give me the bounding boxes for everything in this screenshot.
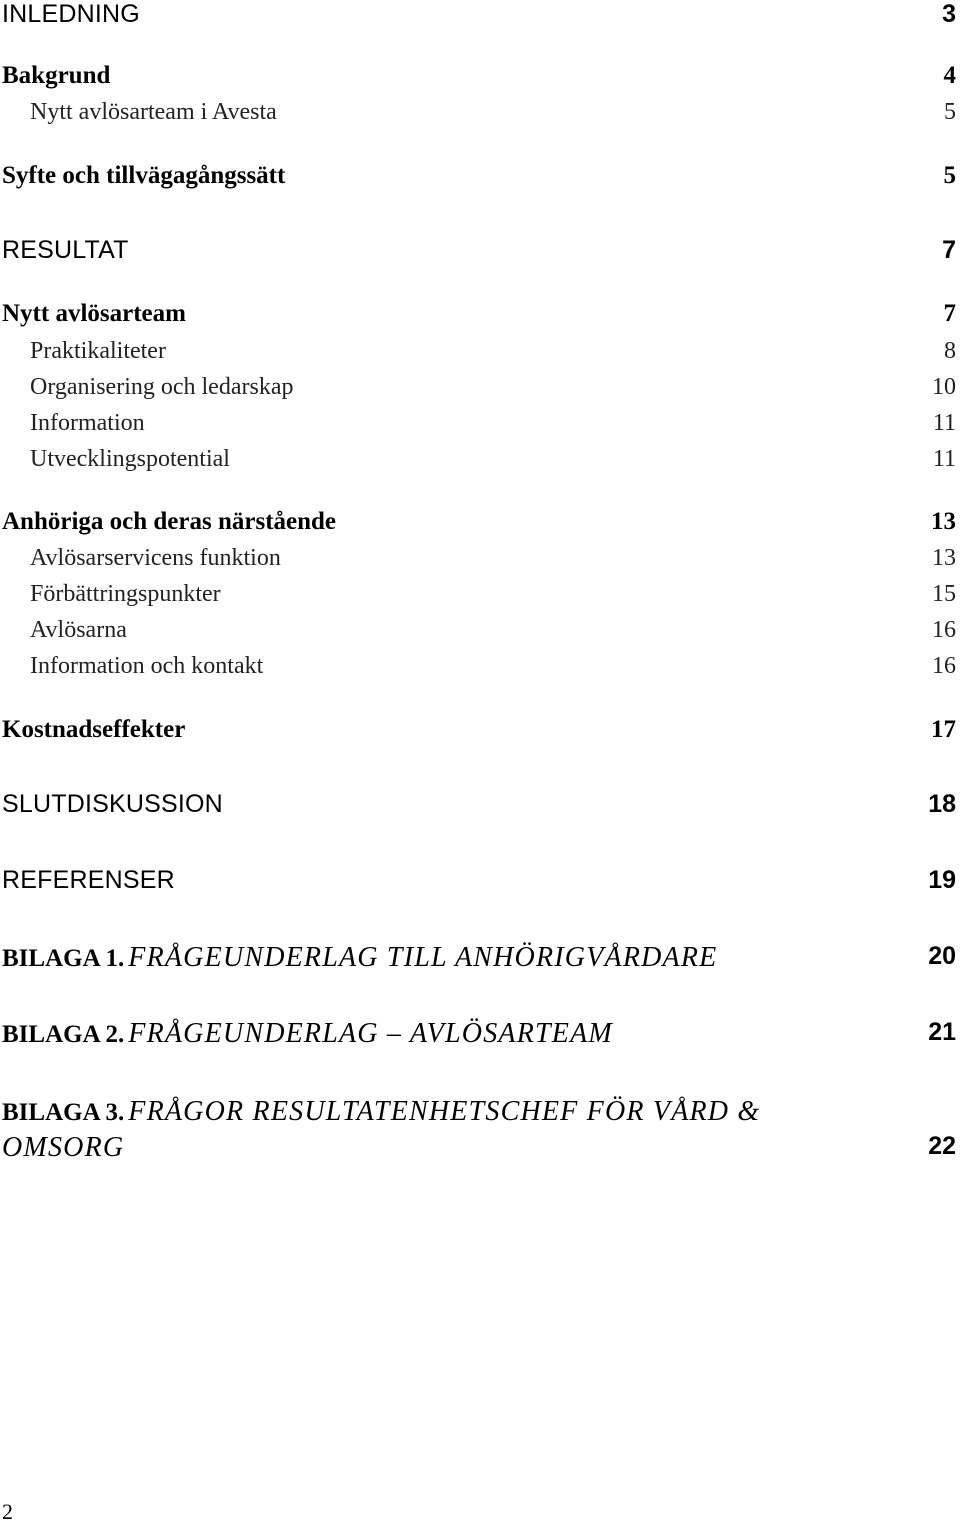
toc-entry-page: 13: [931, 508, 956, 535]
toc-entry-label: REFERENSER: [2, 866, 175, 894]
toc-entry-inledning[interactable]: [2, 0, 958, 38]
toc-entry-page: 13: [932, 545, 956, 571]
toc-entry-bilaga-2[interactable]: [2, 1018, 958, 1056]
appendix-prefix: BILAGA 1.: [2, 945, 125, 972]
page-number: 2: [2, 1499, 13, 1524]
toc-entry-label: Utvecklingspotential: [30, 446, 230, 472]
toc-entry-utvecklingspotential[interactable]: [2, 446, 958, 484]
toc-entry-label: Praktikaliteter: [30, 338, 166, 364]
toc-entry-page: 7: [942, 236, 956, 264]
toc-entry-avlosarna[interactable]: [2, 617, 958, 655]
toc-entry-label: Avlösarservicens funktion: [30, 545, 281, 571]
toc-entry-page: 16: [932, 617, 956, 643]
toc-entry-label: Bakgrund: [2, 62, 111, 89]
toc-entry-label: SLUTDISKUSSION: [2, 790, 223, 818]
toc-entry-page: 16: [932, 653, 956, 679]
toc-entry-label: Förbättringspunkter: [30, 581, 221, 607]
appendix-title-line2: OMSORG: [2, 1132, 125, 1163]
toc-entry-label: [2, 1096, 760, 1128]
toc-entry-label: Organisering och ledarskap: [30, 374, 294, 400]
toc-entry-label: Kostnadseffekter: [2, 716, 186, 743]
toc-entry-label: Nytt avlösarteam i Avesta: [30, 99, 277, 125]
toc-entry-page: 11: [932, 446, 956, 472]
toc-entry-page: 18: [928, 790, 956, 818]
toc-entry-page: 21: [928, 1018, 956, 1046]
toc-entry-information-och-kontakt[interactable]: [2, 653, 958, 691]
toc-entry-label: [2, 1018, 613, 1050]
toc-entry-page: 19: [928, 866, 956, 894]
toc-entry-bilaga-1[interactable]: [2, 942, 958, 980]
toc-entry-syfte[interactable]: [2, 162, 958, 200]
toc-entry-praktikaliteter[interactable]: [2, 338, 958, 376]
toc-entry-label: INLEDNING: [2, 0, 140, 28]
toc-entry-page: 15: [932, 581, 956, 607]
toc-entry-page: 10: [932, 374, 956, 400]
toc-entry-slutdiskussion[interactable]: [2, 790, 958, 828]
toc-entry-information[interactable]: [2, 410, 958, 448]
toc-entry-label: Information: [30, 410, 145, 436]
toc-entry-page: 7: [943, 300, 956, 327]
appendix-title: FRÅGOR RESULTATENHETSCHEF FÖR VÅRD &: [128, 1096, 761, 1127]
toc-entry-page: 17: [931, 716, 956, 743]
toc-entry-page: 4: [943, 62, 956, 89]
toc-entry-label: Nytt avlösarteam: [2, 300, 186, 327]
toc-entry-label: Information och kontakt: [30, 653, 264, 679]
toc-entry-page: 5: [943, 162, 956, 189]
toc-entry-bilaga-3[interactable]: [2, 1096, 958, 1172]
toc-entry-page: 5: [944, 99, 956, 125]
toc-entry-page: 22: [928, 1132, 956, 1160]
toc-entry-referenser[interactable]: [2, 866, 958, 904]
toc-entry-label: Anhöriga och deras närstående: [2, 508, 337, 535]
appendix-prefix: BILAGA 3.: [2, 1099, 125, 1126]
appendix-prefix: BILAGA 2.: [2, 1021, 125, 1048]
toc-entry-label: [2, 942, 717, 974]
toc-entry-page: 8: [944, 338, 956, 364]
appendix-title: FRÅGEUNDERLAG – AVLÖSARTEAM: [128, 1018, 613, 1049]
toc-entry-label: Syfte och tillvägagångssätt: [2, 162, 286, 189]
toc-entry-forbattringspunkter[interactable]: [2, 581, 958, 619]
toc-entry-page: 20: [928, 942, 956, 970]
toc-entry-avlosarservicens-funktion[interactable]: [2, 545, 958, 583]
toc-entry-resultat[interactable]: [2, 236, 958, 274]
toc-entry-anhoriga[interactable]: [2, 508, 958, 546]
toc-entry-kostnadseffekter[interactable]: [2, 716, 958, 754]
toc-entry-organisering[interactable]: [2, 374, 958, 412]
toc-entry-label: Avlösarna: [30, 617, 127, 643]
toc-entry-nytt-avlosarteam[interactable]: [2, 300, 958, 338]
appendix-title: FRÅGEUNDERLAG TILL ANHÖRIGVÅRDARE: [128, 942, 718, 973]
toc-entry-page: 3: [942, 0, 956, 28]
toc-entry-nytt-avlosarteam-i-avesta[interactable]: [2, 99, 958, 137]
toc-entry-bakgrund[interactable]: [2, 62, 958, 100]
toc-entry-page: 11: [932, 410, 956, 436]
toc-entry-label: RESULTAT: [2, 236, 129, 264]
